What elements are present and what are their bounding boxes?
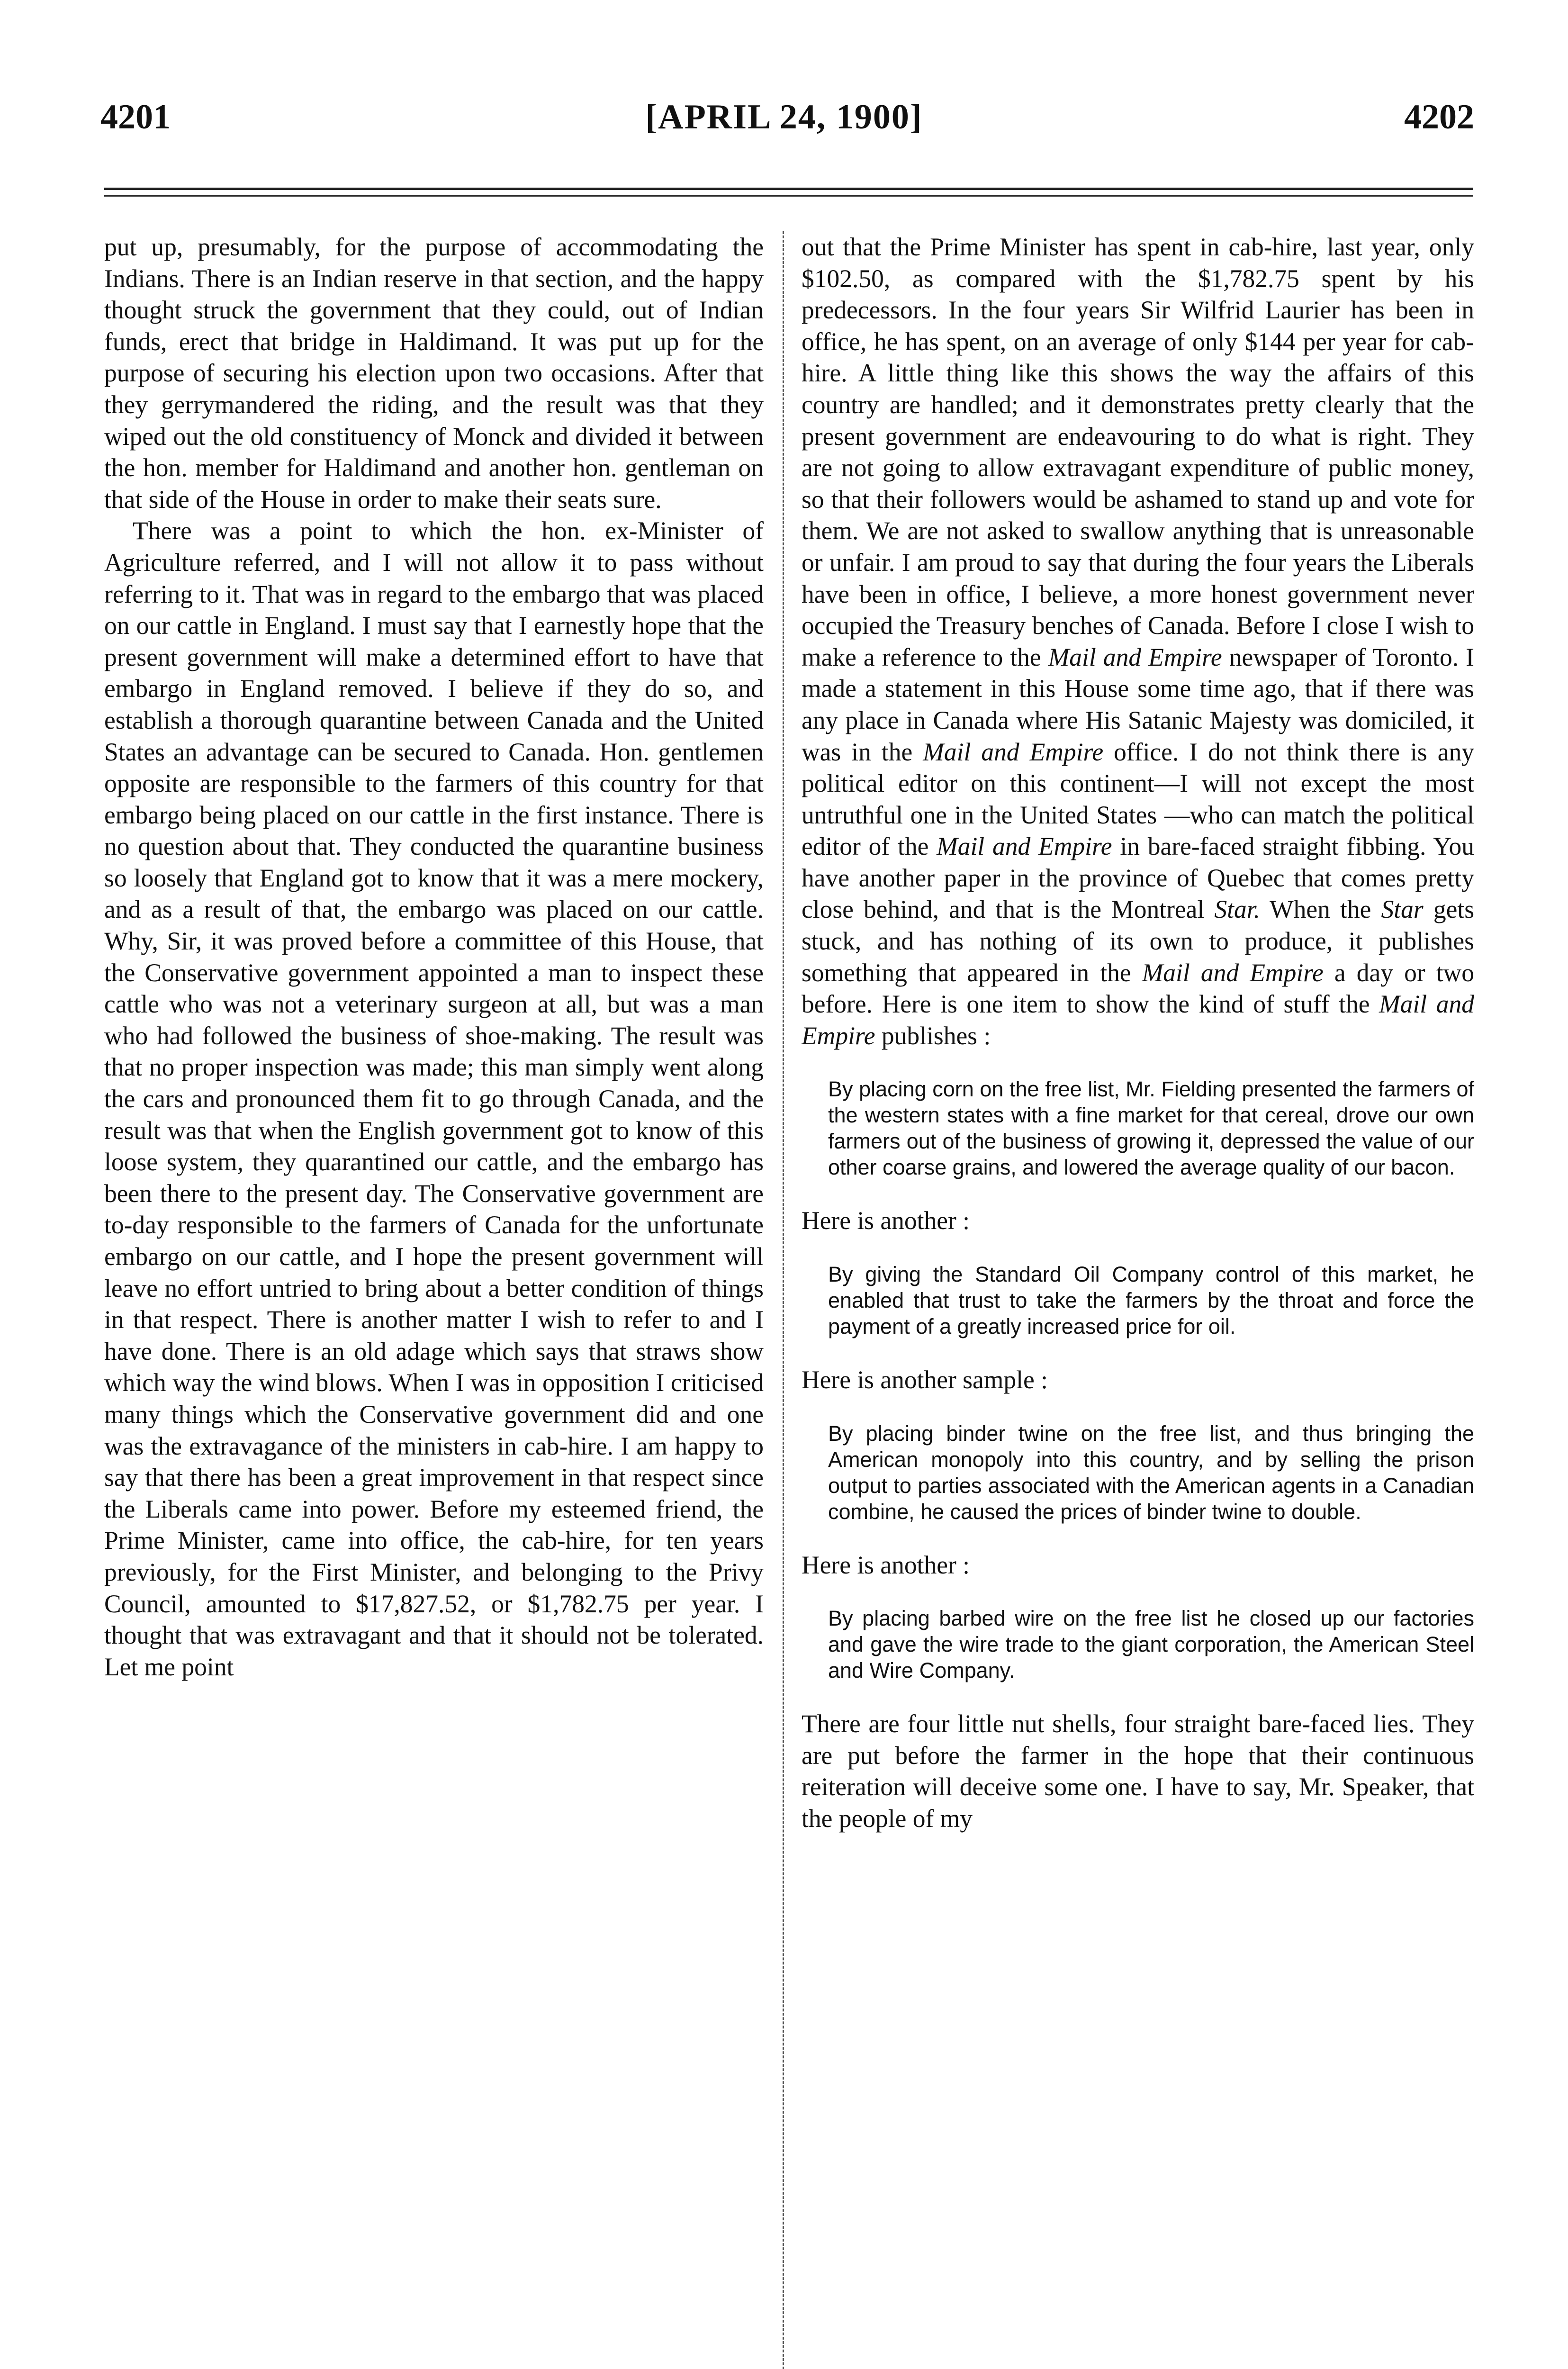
newspaper-name: Mail and Empire <box>802 990 1475 1050</box>
transition-3: Here is another : <box>802 1550 970 1579</box>
page-header <box>0 97 1568 154</box>
newspaper-name: Mail and Empire <box>937 832 1112 861</box>
page-date: [APRIL 24, 1900] <box>645 98 923 136</box>
text-run: publishes : <box>881 1021 991 1050</box>
right-paragraph-last: There are four little nut shells, four straight bare-faced lies. They are put before the farmer in the hope that their continuous reiteration will deceive some one. I have to say, Mr. Speaker, that the people of my <box>802 1709 1474 1833</box>
right-paragraph-1 <box>802 231 1474 1051</box>
header-rule-top <box>104 188 1473 190</box>
quote-1: By placing corn on the free list, Mr. Fielding presented the farmers of the western states with a fine market for that cereal, drove our own farmers out of the business of growing it, depressed the value of our other coarse grains, and lowered the average quality of our bacon. <box>828 1077 1474 1180</box>
left-paragraph-1: put up, presumably, for the purpose of accommodating the Indians. There is an Indian reserve in that section, and the happy thought struck the government that they could, out of Indian funds, erect that bridge in Haldimand. It was put up for the purpose of securing his election upon two occasions. After that they gerrymandered the riding, and the result was that they wiped out the old constituency of Monck and divided it between the hon. member for Haldimand and another hon. gentleman on that side of the House in order to make their seats sure. <box>104 233 764 514</box>
text-run: a day or two before. Here is one item to show the kind of stuff the <box>802 958 1475 1019</box>
text-run: out that the Prime Minister has spent in cab-hire, last year, only $102.50, as compared with the $1,782.75 spent by his predecessors. In the four years Sir Wilfrid Laurier has been in office, he has spent, on an average of only $144 per year for cab-hire. A little thing like this shows the way the affairs of this country are handled; and it demonstrates pretty clearly that the present government are endeavouring to do what is right. They are not going to allow extravagant expenditure of public money, so that their followers would be ashamed to stand up and vote for them. We are not asked to swallow anything that is unreasonable or unfair. I am proud to say that during the four years the Liberals have been in office, I believe, a more honest government never occupied the Treasury benches of Canada. Before I close I wish to make a reference to the <box>802 233 1474 671</box>
right-column <box>802 231 1474 1835</box>
left-column <box>104 231 764 1682</box>
quote-4: By placing barbed wire on the free list he closed up our factories and gave the wire trade to the giant corporation, the American Steel and Wire Company. <box>828 1606 1474 1683</box>
transition-2: Here is another sample : <box>802 1365 1048 1394</box>
newspaper-name: Star. <box>1214 895 1261 924</box>
text-run: When the <box>1270 895 1371 924</box>
text-run: in bare-faced straight fibbing. You have another paper in the province of Quebec that comes pretty close behind, and that is the Montreal <box>802 832 1475 924</box>
page-number-left: 4201 <box>100 98 171 136</box>
newspaper-name: Mail and Empire <box>923 737 1104 766</box>
newspaper-name: Star <box>1381 895 1424 924</box>
header-rule-bottom <box>104 195 1473 197</box>
text-run: office. I do not think there is any political editor on this continent—I will not except the most untruthful one in the United States —who can match the political editor of the <box>802 737 1474 861</box>
left-paragraph-2: There was a point to which the hon. ex-Minister of Agriculture referred, and I will not allow it to pass without referring to it. That was in regard to the embargo that was placed on our cattle in England. I must say that I earnestly hope that the present government will make a determined effort to have that embargo in England removed. I believe if they do so, and establish a thorough quarantine between Canada and the United States an advantage can be secured to Canada. Hon. gentlemen opposite are responsible to the farmers of this country for that embargo being placed on our cattle in the first instance. There is no question about that. They conducted the quarantine business so loosely that England got to know that it was a mere mockery, and as a result of that, the embargo was placed on our cattle. Why, Sir, it was proved before a committee of this House, that the Conservative government appointed a man to inspect these cattle who was not a veterinary surgeon at all, but was a man who had followed the business of shoe-making. The result was that no proper inspection was made; this man simply went along the cars and pronounced them fit to go through Canada, and the result was that when the English government got to know of this loose system, they quarantined our cattle, and the embargo has been there to the present day. The Conservative government are to-day responsible to the farmers of Canada for the unfortunate embargo on our cattle, and I hope the present government will leave no effort untried to bring about a better condition of things in that respect. There is another matter I wish to refer to and I have done. There is an old adage which says that straws show which way the wind blows. When I was in opposition I criticised many things which the Conservative government did and one was the extravagance of the ministers in cab-hire. I am happy to say that there has been a great improvement in that respect since the Liberals came into power. Before my esteemed friend, the Prime Minister, came into office, the cab-hire, for ten years previously, for the First Minister, and belonging to the Privy Council, amounted to $17,827.52, or $1,782.75 per year. I thought that was extravagant and that it should not be tolerated. Let me point <box>104 516 764 1681</box>
text-run: gets stuck, and has nothing of its own to produce, it publishes something that appeared in the <box>802 895 1475 987</box>
transition-1: Here is another : <box>802 1206 970 1235</box>
text-run: newspaper of Toronto. I made a statement in this House some time ago, that if there was any place in Canada where His Satanic Majesty was domiciled, it was in the <box>802 642 1474 766</box>
column-divider <box>783 231 784 2369</box>
quote-2: By giving the Standard Oil Company control of this market, he enabled that trust to take the farmers by the throat and force the payment of a greatly increased price for oil. <box>828 1262 1474 1339</box>
newspaper-name: Mail and Empire <box>1048 642 1222 671</box>
quote-3: By placing binder twine on the free list, and thus bringing the American monopoly into this country, and by selling the prison output to parties associated with the American agents in a Canadian combine, he caused the prices of binder twine to double. <box>828 1421 1474 1524</box>
page-number-right: 4202 <box>1404 98 1474 136</box>
newspaper-name: Mail and Empire <box>1142 958 1324 987</box>
